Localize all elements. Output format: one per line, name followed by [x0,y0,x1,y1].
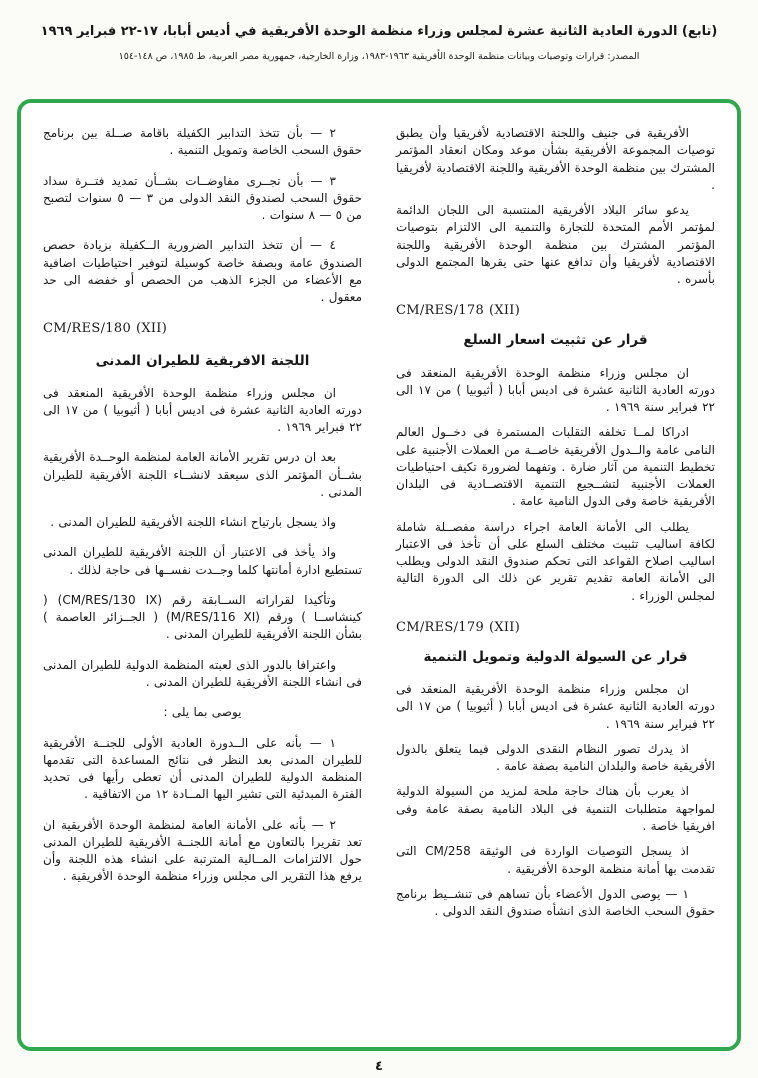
resolution-title: اللجنة الافريقية للطيران المدنى [95,353,310,370]
paragraph: الأفريقية فى جنيف واللجنة الاقتصادية لأفريقيا وأن يطبق توصيات المجموعة الأفريقية بشأن موعد ومكان انعقاد المؤتمر المشترك بين منظمة الوحدة الأفريقية واللجنة الاقتصادية لأفريقيا . [396,126,715,192]
paragraph: ٣ — بأن تجــرى مفاوضــات بشــأن تمديد فتــرة سداد حقوق السحب لصندوق النقد الدولى من ٣ — ٥ سنوات لتصبح من ٥ — ٨ سنوات . [43,173,362,223]
paragraph: يوصى بما يلى : [163,705,242,720]
paragraph: يطلب الى الأمانة العامة اجراء دراسة مفصــلة شاملة لكافة اساليب تثبيت مختلف السلع على أن تأخذ فى الاعتبار اساليب اصلاح القواعد التى تحكم صندوق النقد الدولى ويطلب الى الأمانة العامة تقديم تقرير عن ذلك الى الدورة التالية لمجلس الوزراء . [396,519,715,603]
paragraph: ١ — يوصى الدول الأعضاء بأن تساهم فى تنشــيط برنامج حقوق السحب الخاصة الذى انشأه صندوق النقد الدولى . [396,886,715,919]
paragraph: يدعو سائر البلاد الأفريقية المنتسبة الى اللجان الدائمة لمؤتمر الأمم المتحدة للتجارة والتنمية الى الالتزام بتوصيات المؤتمر المشترك بين منظمة الوحدة الأفريقية واللجنة الاقتصادية لأفريقيا وأن تدافع عنها حتى يقرها المجتمع الدولى بأسره . [396,203,715,287]
paragraph: واذ يأخذ فى الاعتبار أن اللجنة الأفريقية للطيران المدنى تستطيع ادارة أمانتها كلما وجــدت نفســها فى حاجة لذلك . [43,545,362,577]
paragraph: واذ يسجل بارتياح انشاء اللجنة الأفريقية للطيران المدنى . [50,515,336,530]
resolution-title: قرار عن السيولة الدولية وتمويل التنمية [423,648,688,665]
paragraph: ان مجلس وزراء منظمة الوحدة الأفريقية المنعقد فى دورته العادية الثانية عشرة فى اديس أبابا ( أثيوبيا ) من ١٧ الى ٢٢ فبراير سنة ١٩٦٩ . [396,365,715,415]
green-frame [17,99,741,1051]
header-title: (تابع) الدورة العادية الثانية عشرة لمجلس وزراء منظمة الوحدة الأفريقية في أديس أبابا، ١٧-٢٢ فبراير ١٩٦٩ [40,24,718,39]
paragraph: بعد ان درس تقرير الأمانة العامة لمنظمة الوحــدة الأفريقية بشــأن المؤتمر الذى سيعقد لانشــاء اللجنة الأفريقية للطيران المدنى . [43,450,362,499]
paragraph: ٢ — بأن تتخذ التدابير الكفيلة باقامة صــلة بين برنامج حقوق السحب الخاصة وتمويل التنمية . [43,126,362,158]
paragraph: ٤ — أن تتخذ التدابير الضرورية الــكفيلة بزيادة حصص الصندوق عامة وبصفة خاصة كوسيلة لتوفير احتياطيات اضافية مع الأعضاء من الجزء الذهب من الحصص أو خفضه الى حد معقول . [43,238,362,305]
paragraph: اذ يدرك تصور النظام النقدى الدولى فيما يتعلق بالدول الأفريقية خاصة والبلدان النامية بصفة عامة . [396,741,715,774]
paragraph: ٢ — بأنه على الأمانة العامة لمنظمة الوحدة الأفريقية ان تعد تقريرا بالتعاون مع أمانة اللجنــة الأفريقية للطيران المدنى حول الالتزامات المــالية المترتبة على انشاء هذه اللجنة وأن يرفع هذا التقرير الى مجلس وزراء منظمة الوحدة الأفريقية . [43,817,362,884]
page-number: ٤ [375,1059,383,1074]
column-left [43,125,362,1031]
resolution-ref: CM/RES/179 (XII) [396,620,521,635]
document-header [20,22,738,62]
paragraph: اذ يسجل التوصيات الواردة فى الوثيقة CM/258 التى تقدمت بها أمانة منظمة الوحدة الأفريقية . [396,844,715,876]
paragraph: وتأكيدا لقراراته الســابقة رقم (CM/RES/130 IX) ( كينشاســا ) ورقم (M/RES/116 XI) ( الجــزائر العاصمة ) بشأن اللجنة الأفريقية للطيران المدنى . [43,592,362,642]
paragraph: واعترافا بالدور الذى لعبته المنظمة الدولية للطيران المدنى فى انشاء اللجنة الأفريقية للطيران المدنى . [43,657,362,689]
paragraph: ادراكا لمــا تخلفه التقلبات المستمرة فى دخــول العالم النامى عامة والــدول الأفريقية خاصــة من العملات الأجنبية على تخطيط التنمية من آثار ضارة . وتفهما لضرورة تكيف احتياطيات العملات الأجنبية لتشــجيع التنمية الاقتصــادية فى البلدان الأفريقية خاصة وفى الدول النامية عامة . [396,425,715,509]
resolution-ref: CM/RES/180 (XII) [43,321,168,337]
paragraph: اذ يعرب بأن هناك حاجة ملحة لمزيد من السيولة الدولية لمواجهة متطلبات التنمية فى البلاد النامية بصفة عامة وفى افريقيا خاصة . [396,784,715,834]
paragraph: ١ — بأنه على الــدورة العادية الأولى للجنــة الأفريقية للطيران المدنى بعد النظر فى نتائج المساعدة التى تقدمها المنظمة الدولية للطيران المدنى أن تعطى رأيها فى تحديد الفترة المبدئية التى تشير اليها المــادة ١٢ من الاتفاقية . [43,735,362,802]
header-source: المصدر: قرارات وتوصيات وبيانات منظمة الوحدة الأفريقية ١٩٦٣-١٩٨٣، وزارة الخارجية، جمهورية مصر العربية، ط ١٩٨٥، ص ١٤٨-١٥٤ [118,50,640,62]
paragraph: ان مجلس وزراء منظمة الوحدة الأفريقية المنعقد فى دورته العادية الثانية عشرة فى اديس أبابا ( أثيوبيا ) من ١٧ الى ٢٢ فبراير ١٩٦٩ . [43,385,362,435]
column-right [396,125,715,1031]
paragraph: ان مجلس وزراء منظمة الوحدة الأفريقية المنعقد فى دورته العادية الثانية عشرة فى اديس أبابا ( أثيوبيا ) من ١٧ الى ٢٢ فبراير سنة ١٩٦٩ . [396,682,715,731]
resolution-ref: CM/RES/178 (XII) [396,303,521,319]
resolution-title: قرار عن تثبيت اسعار السلع [463,332,648,349]
